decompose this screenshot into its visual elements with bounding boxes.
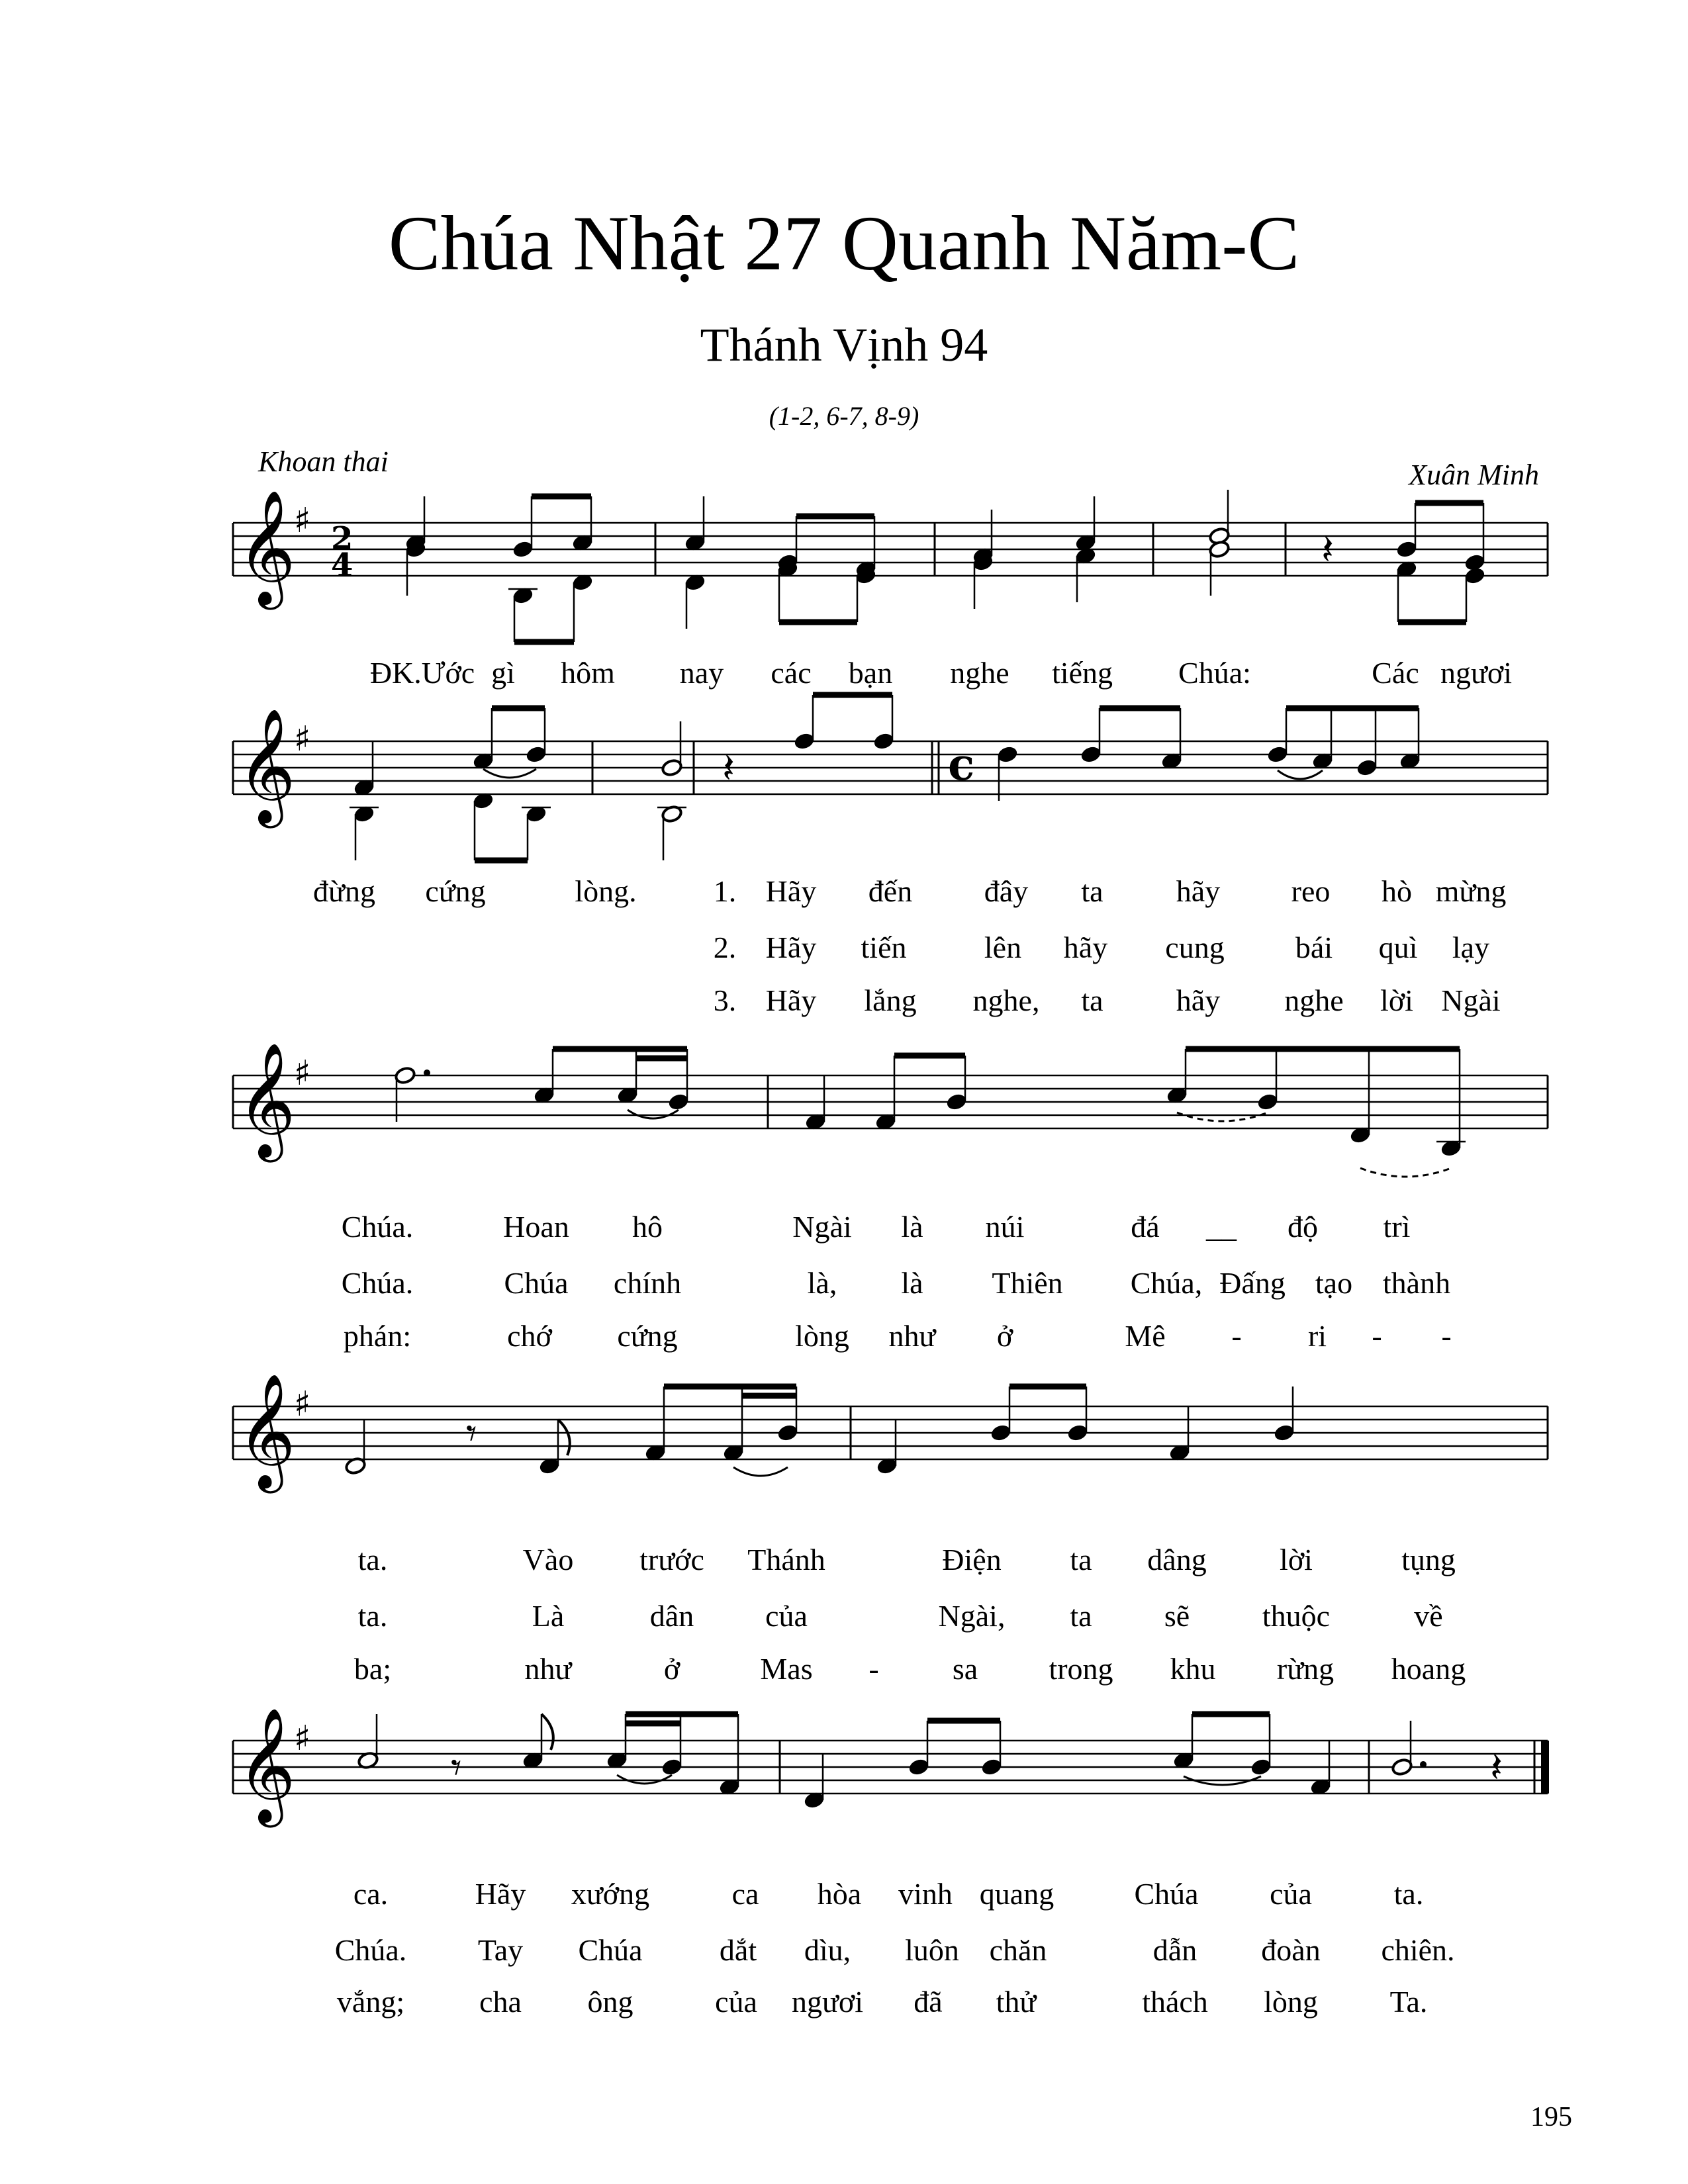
lyric-verse-2: Chúa (504, 1266, 569, 1300)
lyric-verse-1: ta (1081, 874, 1103, 908)
beamed-note (793, 732, 815, 751)
lyric-verse-2: chính (613, 1266, 682, 1300)
lyric-verse-3: ở (663, 1652, 680, 1686)
beamed-note (667, 1093, 689, 1111)
lyric-verse-1: reo (1291, 874, 1331, 908)
lyric-verse-2: hãy (1063, 931, 1108, 964)
beamed-note (1250, 1758, 1272, 1776)
lyric-verse-3: lòng (795, 1319, 849, 1353)
lyric-verse-1: Chúa (1134, 1877, 1199, 1911)
lyric-verse-3: Ngài (1441, 983, 1501, 1017)
beamed-note (1356, 758, 1378, 777)
quarter-rest-icon: 𝄽 (1490, 1743, 1503, 1792)
beamed-note (908, 1758, 929, 1776)
lyric-verse-2: Chúa (578, 1933, 643, 1967)
lyric-verse-1: Hãy (765, 874, 817, 908)
lyric-verse-1: Thánh (747, 1543, 825, 1576)
beamed-note (990, 1424, 1011, 1442)
lyric-verse-2: ta. (357, 1599, 388, 1633)
sharp-icon: ♯ (294, 1719, 311, 1758)
treble-clef-icon: 𝄞 (237, 490, 296, 605)
lyric-verse-3: đã (914, 1985, 943, 2019)
lyric-verse-1: Hoan (503, 1210, 569, 1244)
beamed-note (1256, 1093, 1278, 1111)
note (1273, 1424, 1295, 1442)
lyric-verse-2: lên (984, 931, 1022, 964)
lyric-verse-2: là, (807, 1266, 837, 1300)
beamed-note (980, 1758, 1002, 1776)
lyric-verse-3: cứng (617, 1319, 678, 1353)
lyric-verse-1: hô (632, 1210, 663, 1244)
lyric-refrain: nay (679, 656, 724, 690)
lyric-verse-3: như (888, 1319, 936, 1353)
note (996, 745, 1018, 764)
lyric-verse-1: mừng (1435, 874, 1507, 908)
eighth-rest-icon: 𝄾 (451, 1743, 462, 1792)
lyric-verse-3: chớ (507, 1319, 552, 1353)
tempo-marking: Khoan thai (258, 445, 389, 478)
tie (1278, 770, 1323, 779)
lyric-verse-3: lắng (864, 983, 917, 1017)
lyric-verse-3: sa (952, 1652, 978, 1686)
lyric-refrain: Các (1372, 656, 1419, 690)
lyric-verse-1: là (901, 1210, 923, 1244)
lyric-refrain: các (771, 656, 812, 690)
lyric-verse-2: về (1414, 1599, 1443, 1633)
lyric-verse-1: hãy (1176, 874, 1221, 908)
lyric-verse-1: Ngài (792, 1210, 852, 1244)
lyric-verse-2: ta (1070, 1599, 1092, 1633)
lyric-verse-3: ri (1307, 1319, 1327, 1353)
sharp-icon: ♯ (294, 1385, 311, 1424)
flag (541, 1714, 553, 1750)
lyric-verse-1: dâng (1147, 1543, 1207, 1576)
lyric-verse-1: Chúa. (341, 1210, 414, 1244)
lyric-verse-3: như (524, 1652, 572, 1686)
lyric-verse-2: dìu, (804, 1933, 851, 1967)
lyric-refrain: hôm (561, 656, 615, 690)
beamed-note (872, 732, 894, 751)
lyric-refrain: đừng (313, 874, 375, 908)
lyric-verse-3: Mas (760, 1652, 813, 1686)
lyric-verse-1: núi (985, 1210, 1025, 1244)
augmentation-dot (1420, 1761, 1427, 1768)
lyric-verse-2: Chúa. (341, 1266, 414, 1300)
treble-clef-icon: 𝄞 (237, 1707, 296, 1823)
song-title: Chúa Nhật 27 Quanh Năm-C (388, 200, 1300, 287)
lyric-verse-1: 1. (713, 874, 737, 908)
lyric-verse-1: đây (984, 874, 1029, 908)
lyric-verse-1: xướng (571, 1877, 650, 1911)
lyric-verse-3: khu (1170, 1652, 1216, 1686)
tie (1360, 1168, 1451, 1177)
sharp-icon: ♯ (294, 719, 311, 759)
lyric-verse-2: Hãy (765, 931, 817, 964)
lyric-verse-1: Vào (522, 1543, 574, 1576)
lyric-verse-2: là (901, 1266, 923, 1300)
beamed-note (525, 745, 547, 764)
lyric-verse-2: thuộc (1262, 1599, 1331, 1633)
lyric-refrain: Chúa: (1178, 656, 1251, 690)
lyric-verse-1: hò (1382, 874, 1412, 908)
lyric-refrain: nghe (950, 656, 1009, 690)
lyric-verse-2: của (765, 1599, 808, 1633)
lyric-verse-3: lòng (1264, 1985, 1318, 2019)
final-barline (1541, 1741, 1549, 1794)
lyric-verse-2: dân (649, 1599, 694, 1633)
beamed-note (1080, 745, 1102, 764)
lyric-verse-3: - (1372, 1319, 1382, 1353)
beamed-note (1266, 745, 1288, 764)
lyric-verse-2: bái (1295, 931, 1333, 964)
lyric-verse-1: hòa (817, 1877, 862, 1911)
lyric-verse-1: __ (1206, 1210, 1237, 1244)
lyric-verse-2: Ngài, (938, 1599, 1006, 1633)
lyric-verse-3: ông (587, 1985, 633, 2019)
lyric-verse-3: hãy (1176, 983, 1221, 1017)
lyric-verse-2: sẽ (1164, 1599, 1190, 1633)
composer-name: Xuân Minh (1409, 459, 1539, 491)
lyric-refrain: ĐK.Ước (369, 656, 475, 690)
treble-clef-icon: 𝄞 (237, 708, 296, 823)
lyric-refrain: tiếng (1052, 656, 1113, 690)
lyric-verse-1: ta (1070, 1543, 1092, 1576)
lyric-verse-2: dẫn (1152, 1933, 1197, 1967)
lyric-verse-3: của (715, 1985, 757, 2019)
lyric-verse-3: ta (1081, 983, 1103, 1017)
lyric-verse-1: trước (639, 1543, 704, 1576)
tie (483, 769, 536, 778)
lyric-verse-3: rừng (1276, 1652, 1335, 1686)
lyric-verse-1: vinh (898, 1877, 953, 1911)
psalm-subtitle: Thánh Vịnh 94 (700, 318, 988, 371)
verse-reference: (1-2, 6-7, 8-9) (769, 401, 919, 431)
common-time-signature: c (948, 739, 975, 790)
lyric-verse-2: Là (532, 1599, 565, 1633)
lyric-verse-2: chiên. (1381, 1933, 1455, 1967)
lyric-verse-1: tụng (1401, 1543, 1456, 1576)
lyric-verse-2: Thiên (992, 1266, 1063, 1300)
lyric-verse-1: Hãy (475, 1877, 526, 1911)
beamed-note (945, 1093, 967, 1111)
lyric-verse-2: chăn (989, 1933, 1047, 1967)
lyric-verse-3: vắng; (336, 1985, 405, 2019)
lyric-verse-2: thành (1382, 1266, 1451, 1300)
lyric-verse-1: của (1270, 1877, 1312, 1911)
lyric-verse-3: ngươi (791, 1985, 864, 2019)
lyric-verse-3: thách (1142, 1985, 1208, 2019)
treble-clef-icon: 𝄞 (237, 1042, 296, 1158)
lyric-verse-3: trong (1049, 1652, 1113, 1686)
lyric-verse-1: trì (1383, 1210, 1411, 1244)
lyric-verse-3: - (868, 1652, 879, 1686)
lyric-verse-1: đến (868, 874, 913, 908)
lyric-verse-1: ta. (1393, 1877, 1424, 1911)
augmentation-dot (424, 1069, 430, 1076)
lyric-verse-3: lời (1380, 983, 1413, 1017)
note (1391, 1758, 1413, 1776)
lyric-verse-2: lạy (1452, 931, 1490, 964)
beamed-note (1395, 540, 1417, 559)
lyric-verse-1: lời (1280, 1543, 1313, 1576)
quarter-rest-icon: 𝄽 (1321, 525, 1334, 574)
lyric-refrain: ngươi (1440, 656, 1513, 690)
time-signature-bottom: 4 (331, 547, 353, 584)
lyric-verse-3: - (1441, 1319, 1452, 1353)
lyric-verse-2: Chúa, (1130, 1266, 1203, 1300)
lyric-verse-2: Tay (477, 1933, 524, 1967)
lyric-verse-3: Ta. (1389, 1985, 1428, 2019)
lyric-verse-3: ba; (353, 1652, 392, 1686)
sharp-icon: ♯ (294, 1054, 311, 1093)
tie (617, 1775, 672, 1784)
lyric-verse-1: ta. (357, 1543, 388, 1576)
beamed-note (512, 540, 534, 559)
lyric-verse-1: ca (731, 1877, 759, 1911)
lyric-verse-3: Hãy (765, 983, 817, 1017)
lyric-refrain: cứng (425, 874, 486, 908)
beamed-note (661, 1758, 682, 1776)
lyric-verse-1: Điện (942, 1543, 1002, 1576)
tie (733, 1467, 788, 1476)
lyric-verse-2: luôn (905, 1933, 959, 1967)
lyric-verse-3: hoang (1391, 1652, 1466, 1686)
lyric-refrain: bạn (848, 656, 893, 690)
lyric-verse-1: ca. (353, 1877, 389, 1911)
beamed-note (1464, 567, 1485, 585)
lyric-verse-2: Chúa. (334, 1933, 407, 1967)
note (394, 1066, 416, 1085)
lyric-verse-3: 3. (713, 983, 737, 1017)
treble-clef-icon: 𝄞 (237, 1373, 296, 1488)
tie (628, 1110, 679, 1118)
page-number: 195 (1530, 2102, 1572, 2132)
lyric-verse-3: - (1231, 1319, 1242, 1353)
note (661, 758, 682, 777)
lyric-verse-3: cha (479, 1985, 522, 2019)
lyric-verse-1: độ (1288, 1210, 1318, 1244)
lyric-verse-2: dắt (719, 1933, 757, 1967)
lyric-verse-2: đoàn (1261, 1933, 1321, 1967)
lyric-verse-2: 2. (713, 931, 737, 964)
lyric-verse-2: quì (1378, 931, 1418, 964)
lyric-refrain: lòng. (575, 874, 637, 908)
lyric-verse-3: nghe (1284, 983, 1344, 1017)
lyric-verse-3: Mê (1125, 1319, 1166, 1353)
lyric-verse-3: ở (996, 1319, 1013, 1353)
lyric-verse-2: cung (1165, 931, 1225, 964)
lyric-verse-2: tạo (1315, 1266, 1353, 1300)
note (1208, 540, 1230, 559)
beamed-note (1066, 1424, 1088, 1442)
quarter-rest-icon: 𝄽 (722, 744, 735, 792)
sharp-icon: ♯ (294, 501, 311, 541)
beamed-note (776, 1424, 798, 1442)
eighth-rest-icon: 𝄾 (466, 1409, 477, 1457)
lyric-verse-3: phán: (343, 1319, 412, 1353)
tie (1177, 1113, 1268, 1121)
lyric-verse-3: thử (996, 1985, 1037, 2019)
lyric-verse-1: quang (979, 1877, 1055, 1911)
flag (558, 1420, 570, 1455)
lyric-verse-2: Đấng (1219, 1266, 1286, 1300)
time-signature-top: 2 (331, 520, 353, 557)
lyric-verse-2: tiến (861, 931, 907, 964)
lyric-verse-3: nghe, (972, 983, 1040, 1017)
lyric-refrain: gì (491, 656, 515, 690)
lyric-verse-1: đá (1131, 1210, 1160, 1244)
